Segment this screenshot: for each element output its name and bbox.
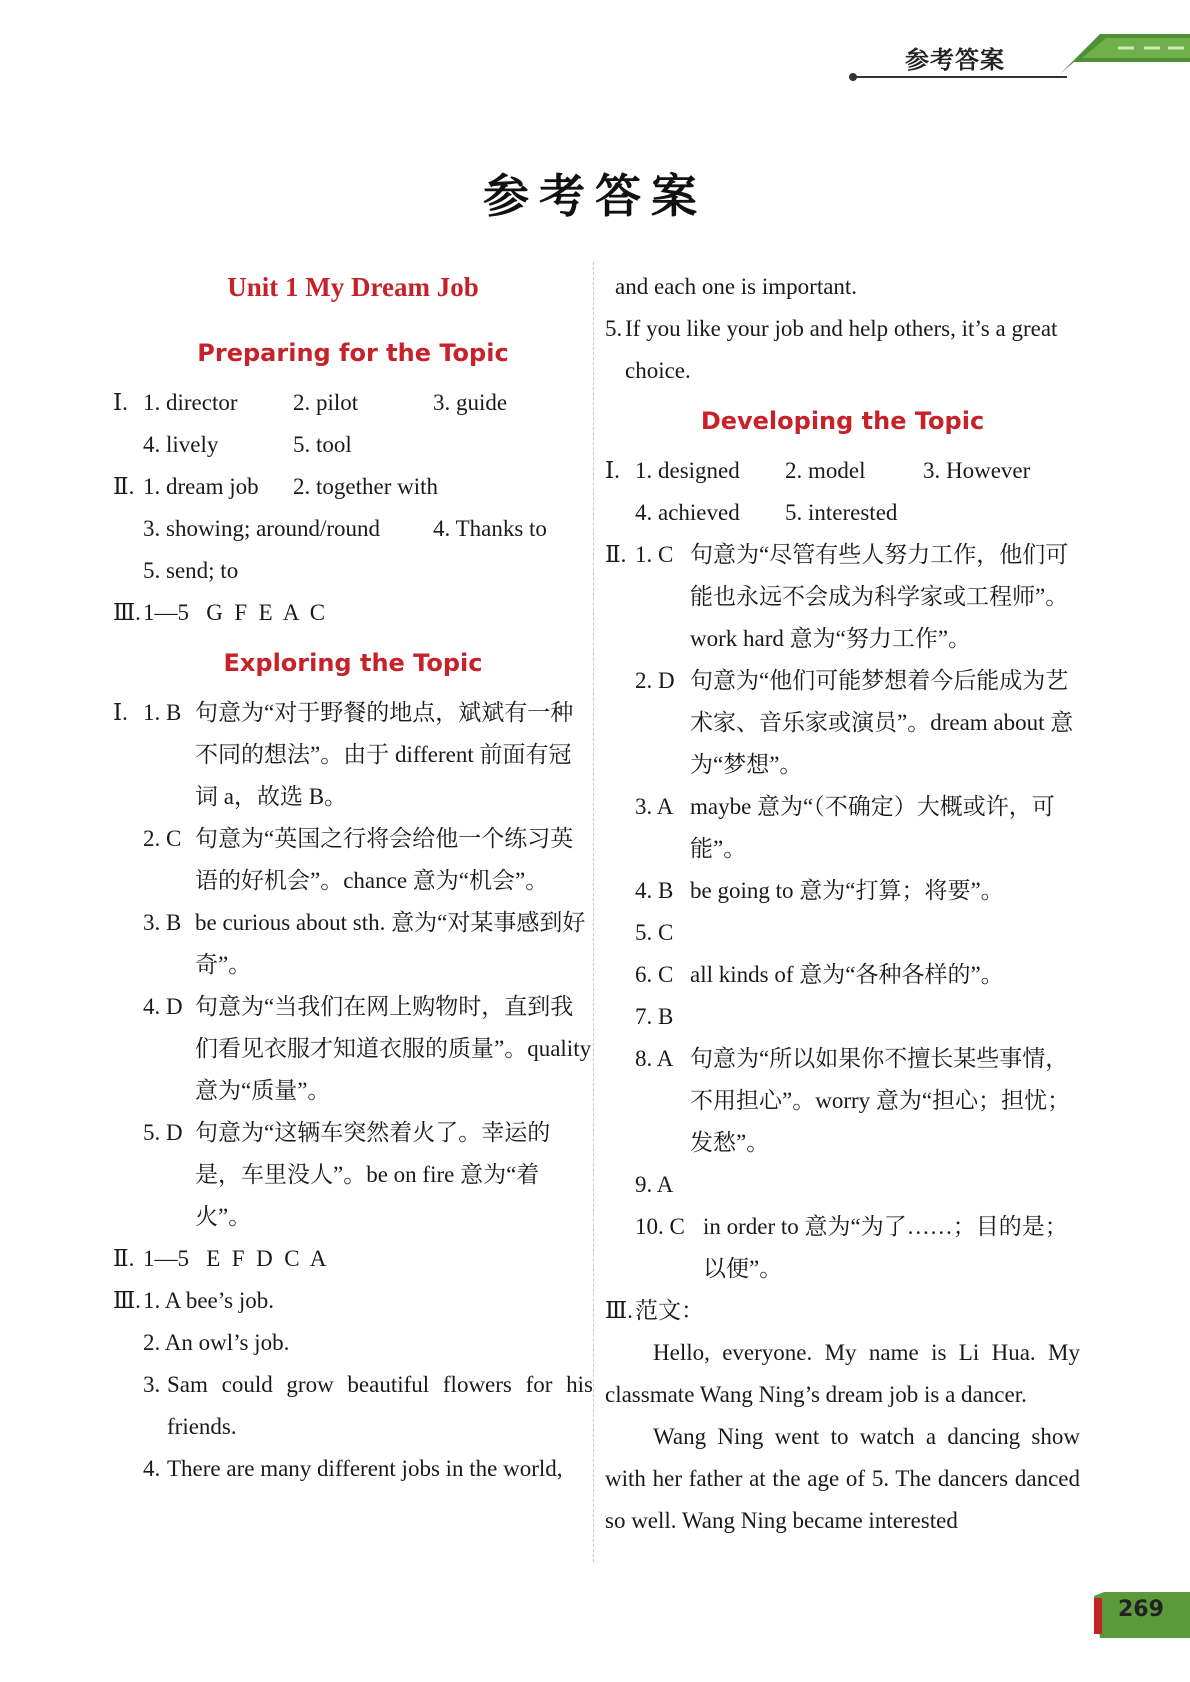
question-label: 2. D: [635, 668, 675, 693]
answer-item: [113, 1364, 593, 1448]
question-explanation: 句意为“对于野餐的地点，斌斌有一种不同的想法”。由于 different 前面有冠词 a，故选 B。: [195, 700, 574, 809]
answer-item: 2. An owl’s job.: [143, 1330, 290, 1355]
answer-item: 1. director: [143, 390, 238, 415]
answer-item: 1. designed: [635, 458, 740, 483]
roman-numeral: Ⅱ.: [113, 1246, 135, 1271]
question-answer: [113, 986, 593, 1112]
question-answer: [113, 1112, 593, 1238]
header-rule: [852, 76, 1067, 78]
question-answer: [605, 660, 1080, 786]
column-divider: [593, 262, 594, 1562]
question-explanation: be curious about sth. 意为“对某事感到好奇”。: [195, 910, 586, 977]
answer-row: [113, 508, 593, 550]
answer-item: 1—5 G F E A C: [143, 600, 326, 625]
roman-numeral: Ⅲ.: [113, 600, 141, 625]
essay-paragraph: Hello, everyone. My name is Li Hua. My classmate Wang Ning’s dream job is a dancer.: [605, 1340, 1080, 1407]
answer-row: [113, 592, 593, 634]
question-label: 3. A: [635, 794, 674, 819]
roman-numeral: Ⅲ.: [113, 1288, 141, 1313]
left-column: [113, 266, 593, 1490]
question-explanation: 句意为“尽管有些人努力工作，他们可能也永远不会成为科学家或工程师”。work hard 意为“努力工作”。: [690, 542, 1069, 651]
question-label: 3. B: [143, 910, 182, 935]
question-explanation: 句意为“这辆车突然着火了。幸运的是，车里没人”。be on fire 意为“着火”。: [195, 1120, 551, 1229]
essay-paragraph: Wang Ning went to watch a dancing show with her father at the age of 5. The dancers danced so well. Wang Ning became interested: [605, 1424, 1080, 1533]
question-explanation: all kinds of 意为“各种各样的”。: [690, 962, 1004, 987]
answer-row: [113, 466, 593, 508]
answer-item: 3. guide: [433, 390, 508, 415]
answer-item: [605, 308, 1080, 392]
question-explanation: 句意为“当我们在网上购物时，直到我们看见衣服才知道衣服的质量”。quality 意为“质量”。: [195, 994, 592, 1103]
section-title-preparing: Preparing for the Topic: [197, 339, 509, 367]
answer-item: 5. send; to: [143, 558, 239, 583]
question-explanation: in order to 意为“为了……；目的是；以便”。: [703, 1214, 1068, 1281]
answer-row: [113, 1322, 593, 1364]
answer-item: 2. model: [785, 458, 866, 483]
question-answer: [605, 954, 1080, 996]
answer-item: 5. tool: [293, 432, 352, 457]
section-title-developing: Developing the Topic: [700, 407, 985, 435]
answer-item: 4. achieved: [635, 500, 740, 525]
answer-item: [113, 1448, 593, 1490]
section-title-exploring: Exploring the Topic: [223, 649, 483, 677]
answer-row: [605, 492, 1080, 534]
answer-text: There are many different jobs in the world,: [167, 1456, 563, 1481]
answer-item: 1. A bee’s job.: [143, 1288, 274, 1313]
question-answer: [605, 1038, 1080, 1164]
answer-item: 2. pilot: [293, 390, 359, 415]
roman-numeral: Ⅱ.: [605, 542, 627, 567]
question-label: 6. C: [635, 962, 674, 987]
question-explanation: maybe 意为“（不确定）大概或许，可能”。: [690, 794, 1055, 861]
answer-text: Sam could grow beautiful flowers for his friends.: [167, 1372, 593, 1439]
unit-title: Unit 1 My Dream Job: [227, 272, 479, 302]
answer-label: 3.: [143, 1372, 161, 1397]
answer-text: If you like your job and help others, it’s a great choice.: [625, 316, 1058, 383]
header-dot: [849, 73, 857, 81]
roman-numeral: Ⅲ.: [605, 1298, 633, 1323]
question-answer: [605, 912, 1080, 954]
question-label: 8. A: [635, 1046, 674, 1071]
question-explanation: be going to 意为“打算；将要”。: [690, 878, 1004, 903]
answer-item: 1—5 E F D C A: [143, 1246, 327, 1271]
question-answer: [113, 692, 593, 818]
question-answer: [113, 818, 593, 902]
answer-row: [605, 450, 1080, 492]
question-answer: [605, 1164, 1080, 1206]
question-label: 5. D: [143, 1120, 183, 1145]
question-explanation: 句意为“英国之行将会给他一个练习英语的好机会”。chance 意为“机会”。: [195, 826, 574, 893]
answer-row: [113, 424, 593, 466]
question-explanation: 句意为“他们可能梦想着今后能成为艺术家、音乐家或演员”。dream about 意为“梦想”。: [690, 668, 1074, 777]
header-title: 参考答案: [905, 46, 1005, 74]
question-label: 10. C: [635, 1214, 685, 1239]
question-label: 7. B: [635, 1004, 674, 1029]
roman-numeral: Ⅱ.: [113, 474, 135, 499]
answer-row: [113, 1238, 593, 1280]
continued-answer: and each one is important.: [615, 274, 858, 299]
answer-row: [113, 382, 593, 424]
answer-item: 4. Thanks to: [433, 516, 547, 541]
answer-row: [605, 1290, 1080, 1332]
answer-item: 2. together with: [293, 474, 438, 499]
sample-essay-label: 范文：: [635, 1298, 704, 1323]
question-label: 5. C: [635, 920, 674, 945]
roman-numeral: Ⅰ.: [113, 700, 128, 725]
question-answer: [605, 534, 1080, 660]
answer-label: 4.: [143, 1456, 161, 1481]
question-label: 1. B: [143, 700, 182, 725]
question-answer: [605, 786, 1080, 870]
question-answer: [605, 870, 1080, 912]
right-column: [605, 266, 1080, 1542]
question-label: 4. D: [143, 994, 183, 1019]
page-number: 269: [1118, 1597, 1164, 1622]
page-title: 参考答案: [483, 169, 707, 223]
question-explanation: 句意为“所以如果你不擅长某些事情，不用担心”。worry 意为“担心；担忧；发愁”。: [690, 1046, 1071, 1155]
question-answer: [605, 996, 1080, 1038]
question-answer: [113, 902, 593, 986]
header-green-ribbon: [1060, 28, 1190, 74]
answer-label: 5.: [605, 316, 623, 341]
answer-row: [113, 550, 593, 592]
roman-numeral: Ⅰ.: [113, 390, 128, 415]
question-label: 2. C: [143, 826, 182, 851]
question-label: 4. B: [635, 878, 674, 903]
question-label: 1. C: [635, 542, 674, 567]
question-answer: [605, 1206, 1080, 1290]
answer-row: [113, 1280, 593, 1322]
roman-numeral: Ⅰ.: [605, 458, 620, 483]
answer-item: 1. dream job: [143, 474, 259, 499]
question-label: 9. A: [635, 1172, 674, 1197]
answer-item: 4. lively: [143, 432, 219, 457]
answer-item: 3. showing; around/round: [143, 516, 381, 541]
answer-item: 5. interested: [785, 500, 898, 525]
answer-item: 3. However: [923, 458, 1031, 483]
